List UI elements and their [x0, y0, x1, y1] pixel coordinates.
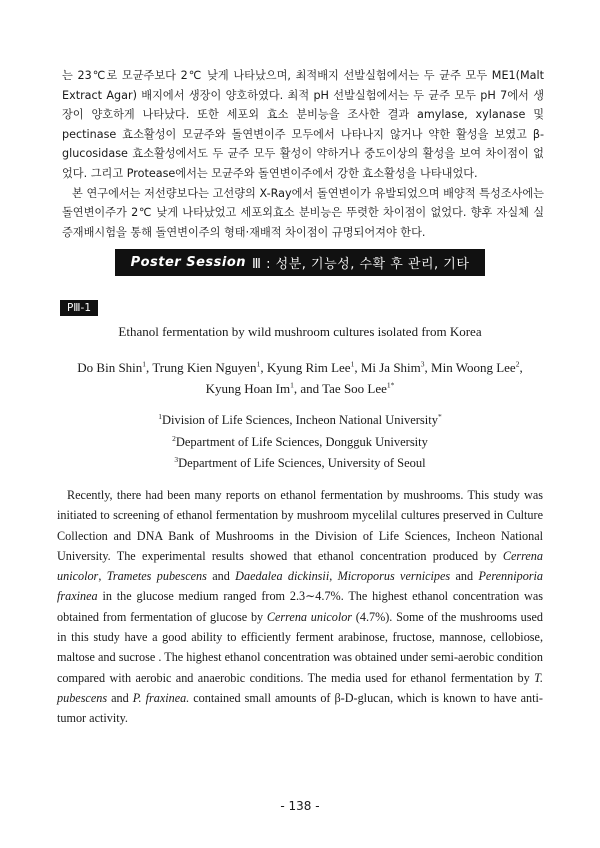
author: Trung Kien Nguyen$^1$, [152, 359, 267, 375]
affiliation: $^2$Department of Life Sciences, Dongguk University [172, 433, 428, 449]
affiliation-list [0, 410, 600, 475]
korean-text-section [62, 66, 544, 242]
author: Mi Ja Shim$^3$, [360, 359, 432, 375]
species-name: Daedalea dickinsii [235, 569, 330, 584]
species-name: Cerrena unicolor [266, 609, 353, 624]
paper-title: Ethanol fermentation by wild mushroom cultures isolated from Korea [118, 324, 482, 339]
page-number: - 138 - [280, 799, 320, 813]
species-name: P. fraxinea. [132, 690, 190, 705]
species-name: Cerrena unicolor [57, 548, 543, 584]
session-subtitle: Ⅲ : 성분, 기능성, 수확 후 관리, 기타 [252, 257, 470, 272]
abstract-code-badge: PⅢ-1 [60, 300, 98, 316]
korean-paragraph-1: 는 23℃로 모균주보다 2℃ 낮게 나타났으며, 최적배지 선발실험에서는 두 균주 모두 ME1(Malt Extract Agar) 배지에서 생장이 양호하였다. 최적 pH 선발실험에서는 두 균주 모두 pH 7에서 생장이 양호하게 나타났다. 또한 세포외 효소 분비능을 조사한 결과 amylase, xylanase 및 pectinase 효소활성이 모균주와 돌연변이주 모두에서 나타나지 않거나 약한 활성을 보였고 β-glucosidase 효소활성에서도 두 균주 모두 활성이 약하거나 중도이상의 활성을 보여 차이점이 없었다. 그리고 Protease에서는 모균주와 돌연변이주에서 강한 효소활성을 나타내었다. [62, 69, 544, 180]
author: Min Woong Lee$^2$, [431, 359, 523, 375]
session-label: Poster Session [130, 255, 247, 270]
author: Do Bin Shin$^1$, [77, 359, 153, 375]
affiliation: $^1$Division of Life Sciences, Incheon National University* [158, 411, 442, 427]
author: Tae Soo Lee$^{1*}$ [322, 380, 395, 396]
poster-session-banner [115, 249, 485, 276]
species-name: Microporus vernicipes [337, 569, 451, 584]
species-name: T. pubescens [57, 670, 543, 705]
abstract-body: Recently, there had been many reports on ethanol fermentation by mushrooms. This study was initiated to screening of ethanol fermentation by mushroom mycelilal cultures preserved in Culture Collection and DNA Bank of Mushrooms in the Division of Life Sciences, Incheon National University. The experimental results showed that ethanol concentration produced by Cerrena unicolor, Trametes pubescens and Daedalea dickinsii, Microporus vernicipes and Perenniporia fraxinea in the glucose medium ranged from 2.3∼4.7%. The highest ethanol concentration was obtained from fermentation of glucose by Cerrena unicolor (4.7%). Some of the mushrooms used in this study have a good ability to efficiently ferment arabinose, fructose, mannose, cellobiose, maltose and sucrose . The highest ethanol concentration was obtained under semi-aerobic condition compared with aerobic and anaerobic conditions. The media used for ethanol fermentation by T. pubescens and P. fraxinea. contained small amounts of β-D-glucan, which is known to have anti-tumor activity. [57, 488, 544, 726]
author: Kyung Rim Lee$^1$, [266, 359, 361, 375]
species-name: Trametes pubescens [106, 569, 207, 584]
author-list [60, 357, 540, 399]
species-name: Perenniporia fraxinea [57, 569, 544, 604]
affiliation: $^3$Department of Life Sciences, University of Seoul [174, 454, 426, 470]
author: Kyung Hoan Im$^1$, and [205, 380, 323, 396]
korean-paragraph-2: 본 연구에서는 저선량보다는 고선량의 X-Ray에서 돌연변이가 유발되었으며 배양적 특성조사에는 돌연변이주가 2℃ 낮게 나타났었고 세포외효소 분비능은 뚜렷한 차이점이 없었다. 향후 자실체 실증재배시험을 통해 돌연변이주의 형태·재배적 차이점이 규명되어져야 한다. [62, 186, 544, 239]
